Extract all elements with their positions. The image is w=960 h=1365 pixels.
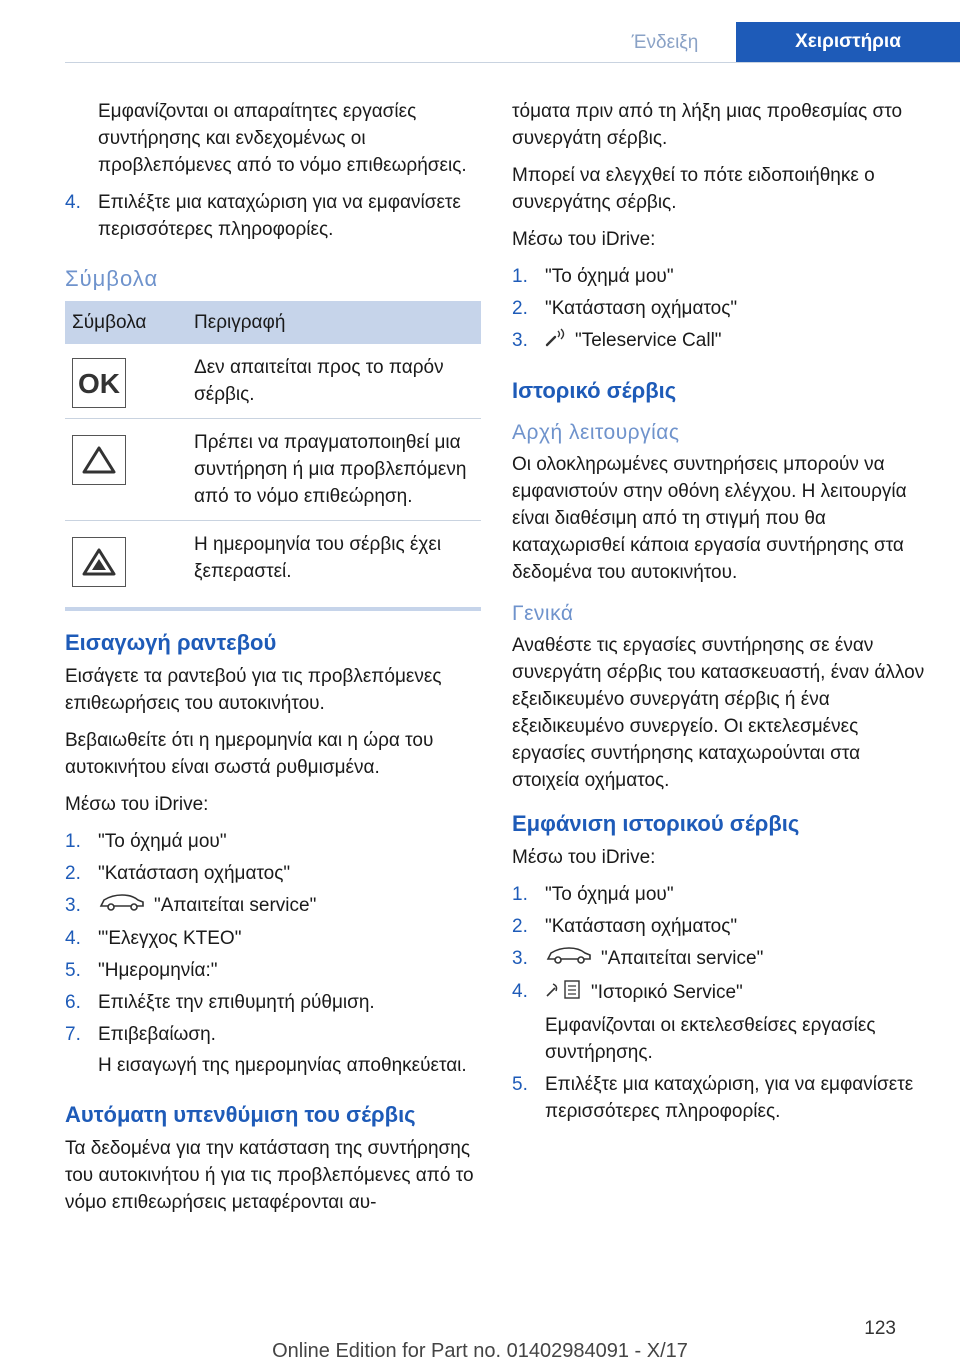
item-text: Επιλέξτε την επιθυμητή ρύθμιση. (98, 992, 375, 1013)
appointment-paragraph: Εισάγετε τα ραντεβού για τις προβλεπόμενες επιθεωρήσεις του αυτοκινήτου. (65, 666, 442, 714)
list-item (512, 1071, 932, 1125)
item-text: Επιλέξτε μια καταχώριση για να εμφανίσετε περισσότερες πληροφορίες. (98, 192, 461, 240)
ok-icon: OK (72, 358, 126, 408)
warning-triangle-icon (72, 435, 126, 485)
list-item (65, 860, 481, 887)
appointment-steps (65, 828, 481, 1079)
item-number: 3. (512, 330, 528, 351)
car-icon (545, 945, 593, 973)
item-number: 5. (65, 960, 81, 981)
item-number: 3. (65, 895, 81, 916)
row-description: Πρέπει να πραγματοποιηθεί μια συντήρηση ή μια προβλεπόμενη από το νόμο επιθεώρηση. (187, 419, 481, 521)
wrench-icon (545, 327, 567, 355)
table-row (65, 521, 481, 598)
item-number: 1. (512, 884, 528, 905)
table-header-description: Περιγραφή (187, 301, 481, 344)
item-number: 3. (512, 948, 528, 969)
item-text: "Κατάσταση οχήματος" (545, 298, 738, 319)
list-item (512, 913, 932, 940)
page-header (65, 22, 960, 63)
left-column (65, 98, 481, 1226)
list-item (512, 327, 932, 355)
page-number: 123 (864, 1318, 896, 1339)
general-heading: Γενικά (512, 602, 574, 625)
item-subtext: Η εισαγωγή της ημερομηνίας αποθηκεύεται. (98, 1055, 467, 1076)
list-item (65, 957, 481, 984)
item-number: 5. (512, 1074, 528, 1095)
edition-footer: Online Edition for Part no. 01402984091 - X/17 (272, 1340, 688, 1362)
item-number: 2. (512, 298, 528, 319)
reminder-heading: Αυτόματη υπενθύμιση του σέρβις (65, 1102, 416, 1127)
item-number: 1. (65, 831, 81, 852)
item-text: "Απαιτείται service" (601, 948, 764, 970)
row-description: Η ημερομηνία του σέρβις έχει ξεπεραστεί. (194, 534, 442, 582)
item-text: Επιλέξτε μια καταχώριση, για να εμφανίσετε περισσότερες πληροφορίες. (545, 1074, 914, 1122)
symbols-table (65, 301, 481, 597)
symbols-heading: Σύμβολα (65, 266, 159, 291)
list-item (512, 881, 932, 908)
teleservice-steps (512, 263, 932, 355)
item-text: "Απαιτείται service" (154, 895, 317, 917)
item-number: 7. (65, 1024, 81, 1045)
item-text: "Teleservice Call" (575, 330, 722, 352)
list-item (65, 989, 481, 1016)
item-number: 2. (65, 863, 81, 884)
history-steps (512, 881, 932, 1125)
table-row (65, 419, 481, 521)
general-paragraph: Αναθέστε τις εργασίες συντήρησης σε έναν συνεργάτη σέρβις του κατασκευαστή, έναν άλλον εξειδικευμένο συνεργάτη σέρβις ή ένα εξειδικευμένο συνεργείο. Οι εκτελεσμένες εργασίες συντήρησης καταχωρούνται στα στοιχεία οχήματος. (512, 635, 925, 791)
reminder-paragraph: Τα δεδομένα για την κατάσταση της συντήρησης του αυτοκινήτου ή για τις προβλεπόμενες από το νόμο επιθεωρήσεις μεταφέρονται αυ- (65, 1138, 474, 1213)
right-column (512, 98, 932, 1137)
item-text: "Ημερομηνία:" (98, 960, 218, 981)
list-item (65, 828, 481, 855)
appointment-heading: Εισαγωγή ραντεβού (65, 630, 277, 655)
item-number: 4. (512, 981, 528, 1002)
item-text: "Κατάσταση οχήματος" (98, 863, 291, 884)
idrive-intro: Μέσω του iDrive: (65, 794, 209, 815)
item-text: "'Ελεγχος ΚΤΕΟ" (98, 928, 242, 949)
history-heading: Ιστορικό σέρβις (512, 378, 677, 403)
list-item (65, 892, 481, 920)
principle-heading: Αρχή λειτουργίας (512, 421, 680, 444)
item-text: "Κατάσταση οχήματος" (545, 916, 738, 937)
table-header-symbols: Σύμβολα (65, 301, 187, 344)
warning-triangle-filled-icon (72, 537, 126, 587)
idrive-intro: Μέσω του iDrive: (512, 229, 656, 250)
check-paragraph: Μπορεί να ελεγχθεί το πότε ειδοποιήθηκε ο συνεργάτης σέρβις. (512, 165, 875, 213)
item-text: "Ιστορικό Service" (591, 982, 743, 1004)
appointment-paragraph: Βεβαιωθείτε ότι η ημερομηνία και η ώρα του αυτοκινήτου είναι σωστά ρυθμισμένα. (65, 730, 434, 778)
continued-list (65, 189, 481, 243)
tab-display[interactable]: Ένδειξη (631, 32, 699, 53)
tab-controls[interactable]: Χειριστήρια (736, 22, 960, 62)
table-divider (65, 607, 481, 611)
list-item (512, 263, 932, 290)
item-number: 4. (65, 928, 81, 949)
item-number: 2. (512, 916, 528, 937)
row-description: Δεν απαιτείται προς το παρόν σέρβις. (187, 344, 481, 419)
continued-paragraph: τόματα πριν από τη λήξη μιας προθεσμίας στο συνεργάτη σέρβις. (512, 101, 903, 149)
list-item (512, 945, 932, 973)
item-text: "Το όχημά μου" (545, 266, 674, 287)
item-text: "Το όχημά μου" (98, 831, 227, 852)
table-row (65, 344, 481, 419)
item-number: 6. (65, 992, 81, 1013)
item-text: "Το όχημά μου" (545, 884, 674, 905)
show-history-heading: Εμφάνιση ιστορικού σέρβις (512, 811, 800, 836)
list-item (65, 189, 481, 243)
car-icon (98, 892, 146, 920)
item-subtext: Εμφανίζονται οι εκτελεσθείσες εργασίες συντήρησης. (545, 1015, 876, 1063)
service-history-icon (545, 978, 583, 1008)
item-number: 4. (65, 192, 81, 213)
list-item (65, 1021, 481, 1079)
list-item (512, 978, 932, 1066)
item-number: 1. (512, 266, 528, 287)
list-item (65, 925, 481, 952)
item-text: Επιβεβαίωση. (98, 1024, 216, 1045)
list-item (512, 295, 932, 322)
intro-paragraph: Εμφανίζονται οι απαραίτητες εργασίες συντήρησης και ενδεχομένως οι προβλεπόμενες από το νόμο επιθεωρήσεις. (98, 101, 467, 176)
idrive-intro: Μέσω του iDrive: (512, 847, 656, 868)
principle-paragraph: Οι ολοκληρωμένες συντηρήσεις μπορούν να εμφανιστούν στην οθόνη ελέγχου. Η λειτουργία είναι διαθέσιμη από τη στιγμή που θα καταχωρισθεί κάποια εργασία συντήρησης στα δεδομένα του αυτοκινήτου. (512, 454, 907, 583)
